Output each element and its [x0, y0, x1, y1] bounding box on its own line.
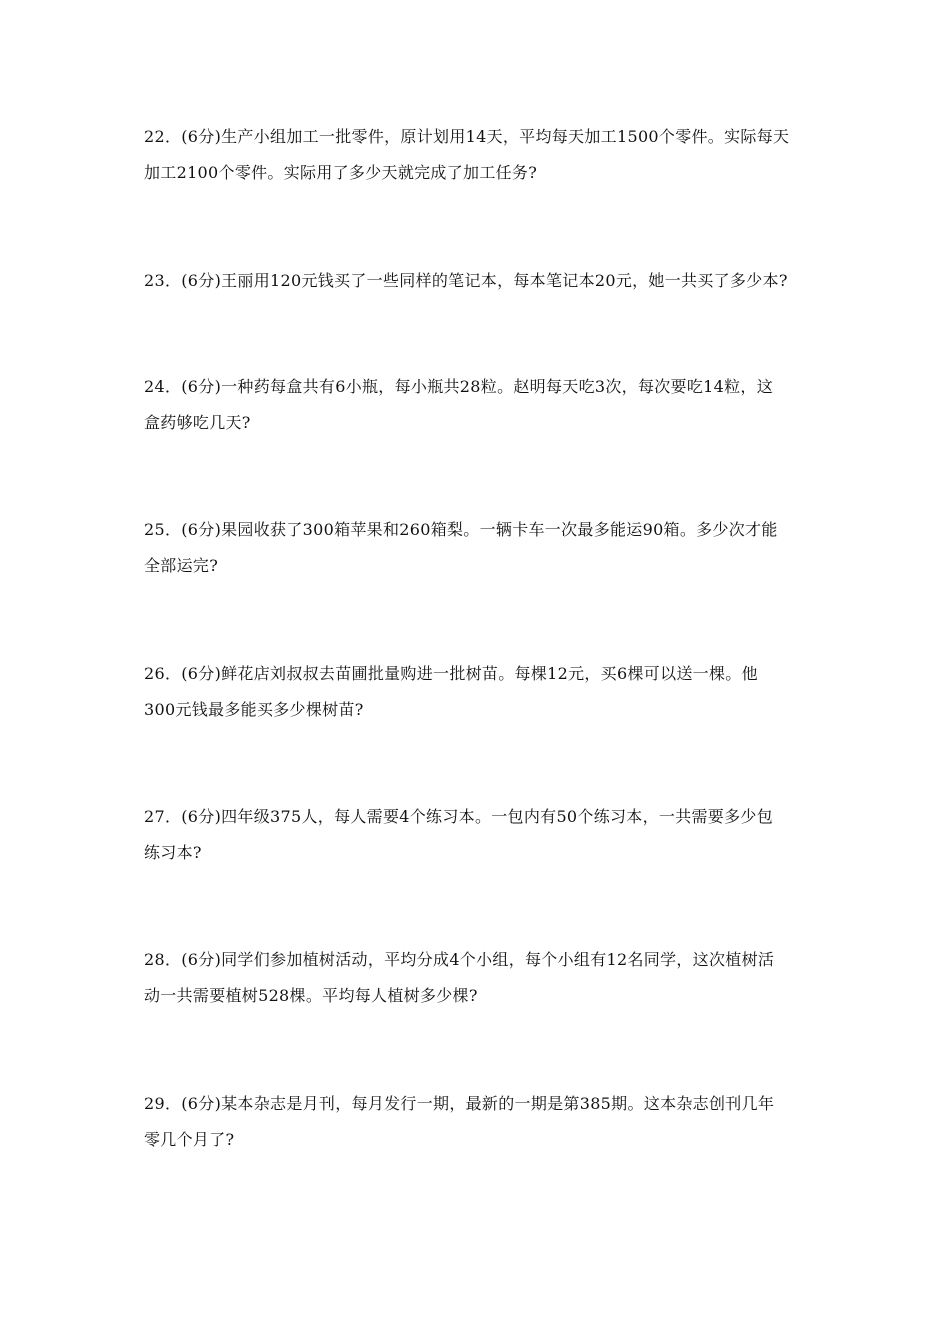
- question-text-line: 22．(6分)生产小组加工一批零件，原计划用14天，平均每天加工1500个零件。实际每天: [144, 127, 790, 146]
- question-text-line: 零几个月了?: [144, 1130, 235, 1149]
- question-24: [144, 369, 812, 441]
- question-25: [144, 512, 812, 584]
- question-text-line: 26．(6分)鲜花店刘叔叔去苗圃批量购进一批树苗。每棵12元，买6棵可以送一棵。他: [144, 664, 758, 683]
- question-23: [144, 263, 812, 299]
- question-27: [144, 799, 812, 871]
- question-text-line: 24．(6分)一种药每盒共有6小瓶，每小瓶共28粒。赵明每天吃3次，每次要吃14粒，这: [144, 377, 774, 396]
- question-28: [144, 942, 812, 1014]
- question-text-line: 27．(6分)四年级375人，每人需要4个练习本。一包内有50个练习本，一共需要多少包: [144, 807, 774, 826]
- question-text-line: 加工2100个零件。实际用了多少天就完成了加工任务?: [144, 163, 538, 182]
- question-text-line: 动一共需要植树528棵。平均每人植树多少棵?: [144, 986, 478, 1005]
- question-text-line: 全部运完?: [144, 556, 219, 575]
- question-text-line: 盒药够吃几天?: [144, 413, 251, 432]
- question-text-line: 28．(6分)同学们参加植树活动，平均分成4个小组，每个小组有12名同学，这次植树活: [144, 950, 775, 969]
- question-29: [144, 1086, 812, 1158]
- question-22: [144, 119, 812, 191]
- question-text-line: 29．(6分)某本杂志是月刊，每月发行一期，最新的一期是第385期。这本杂志创刊几年: [144, 1094, 775, 1113]
- question-text-line: 300元钱最多能买多少棵树苗?: [144, 700, 364, 719]
- question-text-line: 练习本?: [144, 843, 202, 862]
- question-26: [144, 656, 812, 728]
- question-text-line: 23．(6分)王丽用120元钱买了一些同样的笔记本，每本笔记本20元，她一共买了多少本?: [144, 271, 788, 290]
- question-text-line: 25．(6分)果园收获了300箱苹果和260箱梨。一辆卡车一次最多能运90箱。多少次才能: [144, 520, 778, 539]
